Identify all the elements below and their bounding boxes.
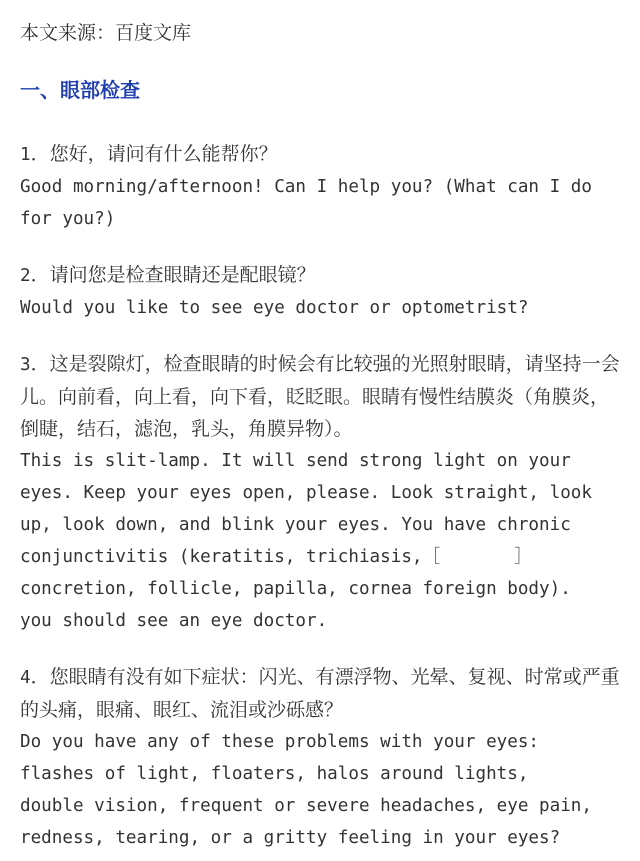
question-number: 2 bbox=[20, 266, 31, 286]
question-number: 1 bbox=[20, 145, 31, 165]
question-text: ．这是裂隙灯，检查眼睛的时候会有比较强的光照射眼睛，请坚持一会儿。向前看，向上看，向下看，眨眨眼。眼睛有慢性结膜炎（角膜炎，倒睫，结石，滤泡，乳头，角膜异物）。 bbox=[20, 353, 620, 440]
question-3 bbox=[20, 348, 624, 445]
qa-item-4 bbox=[20, 661, 624, 854]
qa-item-3 bbox=[20, 348, 624, 637]
question-text: ．请问您是检查眼睛还是配眼镜？ bbox=[30, 264, 316, 286]
question-4 bbox=[20, 661, 624, 726]
question-1 bbox=[20, 138, 624, 171]
question-2 bbox=[20, 259, 624, 292]
qa-item-1 bbox=[20, 138, 624, 235]
question-number: 3 bbox=[20, 355, 31, 375]
answer-3: This is slit-lamp. It will send strong light on your eyes. Keep your eyes open, please. Look straight, look up, look down, and blink your eyes. You have chronic conjunctivitis (keratitis, trichiasis,［ ］ concretion, follicle, papilla, cornea foreign body). you should see an eye doctor. bbox=[20, 451, 592, 631]
section-heading: 一、眼部检查 bbox=[20, 78, 140, 102]
question-text: ．您好，请问有什么能帮你？ bbox=[30, 143, 278, 165]
answer-4: Do you have any of these problems with your eyes: flashes of light, floaters, halos around lights, double vision, frequent or severe headaches, eye pain, redness, tearing, or a gritty feeling in your eyes? bbox=[20, 732, 592, 848]
answer-1: Good morning/afternoon! Can I help you? (What can I do for you?) bbox=[20, 177, 592, 229]
source-line: 本文来源：百度文库 bbox=[20, 22, 192, 44]
question-number: 4 bbox=[20, 668, 31, 688]
question-text: ．您眼睛有没有如下症状：闪光、有漂浮物、光晕、复视、时常或严重的头痛，眼痛、眼红、流泪或沙砾感？ bbox=[20, 666, 620, 721]
qa-item-2 bbox=[20, 259, 624, 324]
answer-2: Would you like to see eye doctor or optometrist? bbox=[20, 298, 529, 318]
